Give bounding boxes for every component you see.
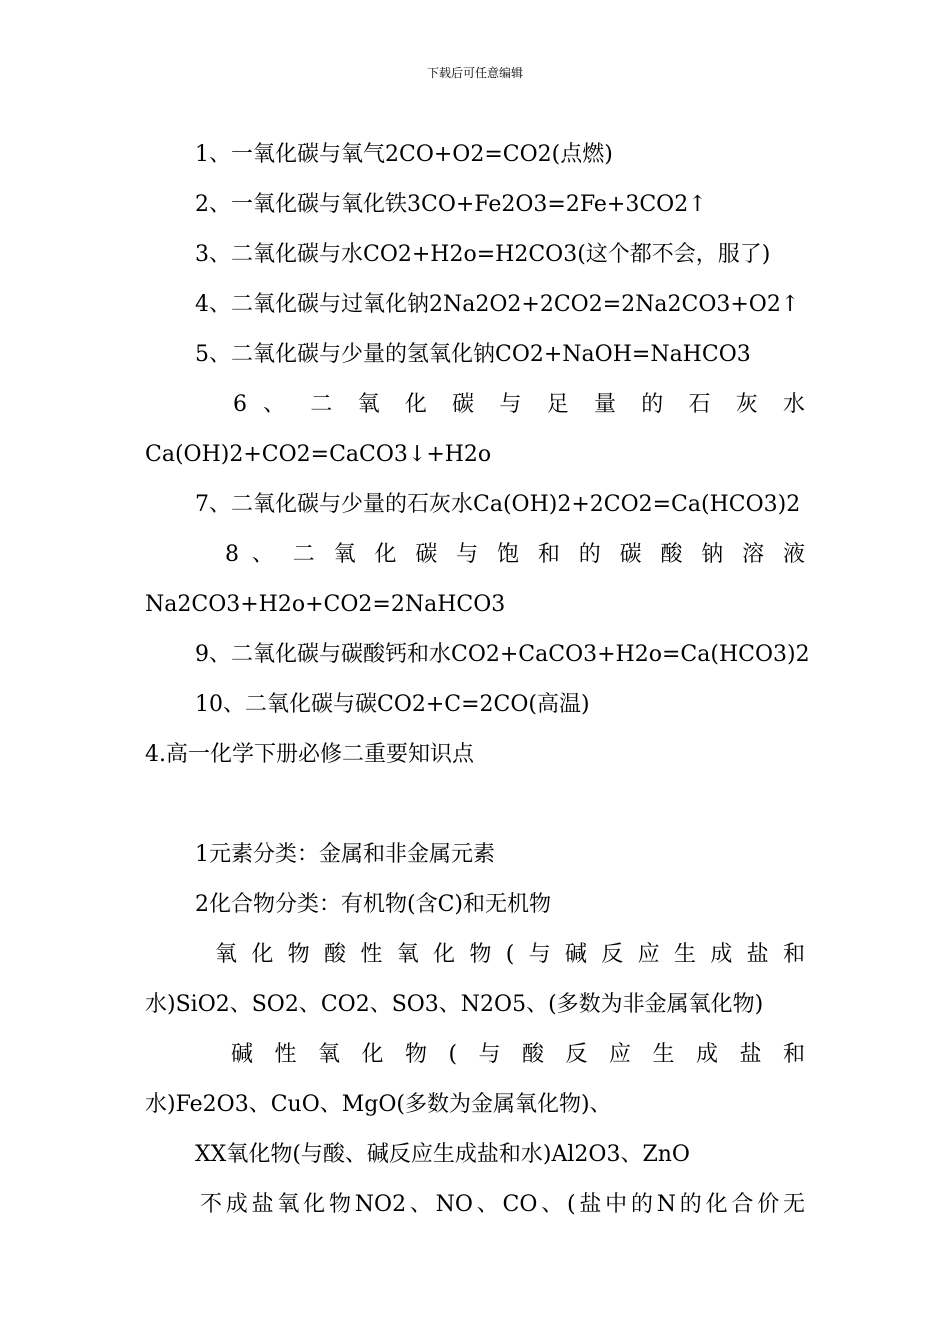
reaction-line-6-equation: Ca(OH)2+CO2=CaCO3↓+H2o bbox=[145, 442, 492, 467]
reaction-line-2: 2、一氧化碳与氧化铁3CO+Fe2O3=2Fe+3CO2↑ bbox=[195, 192, 707, 217]
knowledge-line-3-detail: 水)SiO2、SO2、CO2、SO3、N2O5、(多数为非金属氧化物) bbox=[145, 992, 764, 1017]
knowledge-line-2: 2化合物分类：有机物(含C)和无机物 bbox=[195, 892, 551, 917]
page-header: 下载后可任意编辑 bbox=[426, 66, 523, 80]
reaction-line-1: 1、一氧化碳与氧气2CO+O2=CO2(点燃) bbox=[195, 142, 613, 167]
knowledge-line-3-title: 氧化物酸性氧化物(与碱反应生成盐和 bbox=[215, 942, 805, 967]
reaction-line-8-title: 8 、 二 氧 化 碳 与 饱 和 的 碳 酸 钠 溶 液 bbox=[225, 542, 805, 567]
knowledge-line-4-title: 碱性氧化物(与酸反应生成盐和 bbox=[231, 1042, 805, 1067]
knowledge-line-1: 1元素分类：金属和非金属元素 bbox=[195, 842, 495, 867]
blank-line bbox=[145, 780, 805, 830]
reaction-line-10: 10、二氧化碳与碳CO2+C=2CO(高温) bbox=[195, 692, 590, 717]
knowledge-line-6: 不成盐氧化物NO2、NO、CO、(盐中的N的化合价无 bbox=[200, 1192, 805, 1217]
reaction-line-6-title: 6 、 二 氧 化 碳 与 足 量 的 石 灰 水 bbox=[233, 392, 805, 417]
reaction-line-7: 7、二氧化碳与少量的石灰水Ca(OH)2+2CO2=Ca(HCO3)2 bbox=[195, 492, 801, 517]
reaction-line-8-equation: Na2CO3+H2o+CO2=2NaHCO3 bbox=[145, 592, 506, 617]
knowledge-line-5: XX氧化物(与酸、碱反应生成盐和水)Al2O3、ZnO bbox=[195, 1142, 690, 1167]
section-heading: 4.高一化学下册必修二重要知识点 bbox=[145, 742, 474, 767]
reaction-line-9: 9、二氧化碳与碳酸钙和水CO2+CaCO3+H2o=Ca(HCO3)2 bbox=[195, 642, 810, 667]
reaction-line-3: 3、二氧化碳与水CO2+H2o=H2CO3(这个都不会，服了) bbox=[195, 242, 771, 267]
reaction-line-4: 4、二氧化碳与过氧化钠2Na2O2+2CO2=2Na2CO3+O2↑ bbox=[195, 292, 800, 317]
document-body bbox=[145, 130, 810, 1230]
knowledge-line-4-detail: 水)Fe2O3、CuO、MgO(多数为金属氧化物)、 bbox=[145, 1092, 612, 1117]
reaction-line-5: 5、二氧化碳与少量的氢氧化钠CO2+NaOH=NaHCO3 bbox=[195, 342, 751, 367]
